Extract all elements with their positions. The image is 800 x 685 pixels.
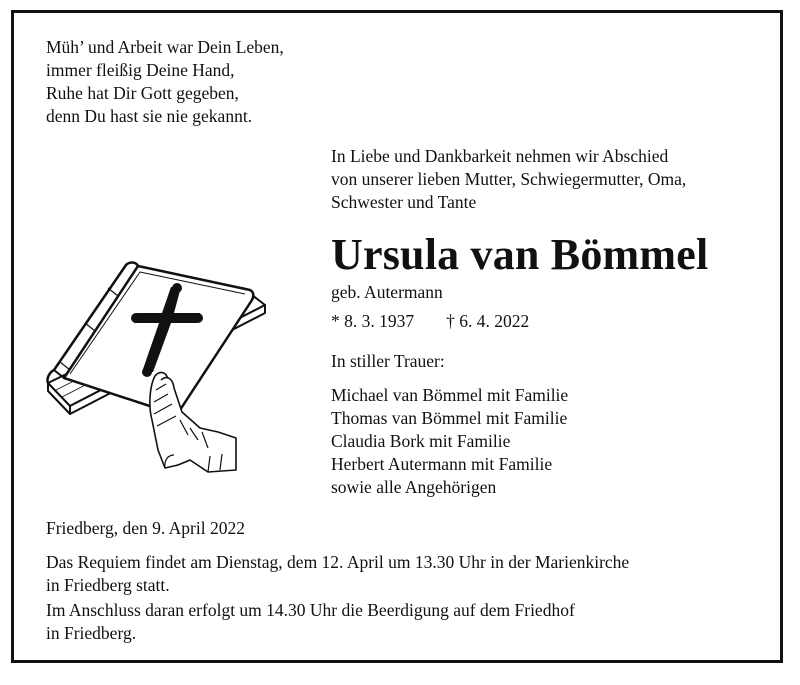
intro-line: Schwester und Tante	[331, 192, 477, 212]
burial-info	[46, 599, 575, 645]
intro-text	[331, 145, 686, 214]
service-info	[46, 551, 629, 597]
bible-illustration-icon	[40, 260, 270, 475]
mourning-label: In stiller Trauer:	[331, 351, 445, 371]
life-dates	[331, 310, 529, 333]
death-date: † 6. 4. 2022	[446, 311, 530, 331]
family-list	[331, 384, 568, 499]
intro-line: von unserer lieben Mutter, Schwiegermutter, Oma,	[331, 169, 687, 189]
burial-line: in Friedberg.	[46, 623, 137, 643]
family-member: Michael van Bömmel mit Familie	[331, 385, 569, 405]
poem-line: denn Du hast sie nie gekannt.	[46, 106, 253, 126]
birth-date: * 8. 3. 1937	[331, 311, 415, 331]
place-date: Friedberg, den 9. April 2022	[46, 518, 245, 538]
service-line: Das Requiem findet am Dienstag, dem 12. April um 13.30 Uhr in der Marienkirche	[46, 552, 630, 572]
family-member: Herbert Autermann mit Familie	[331, 454, 553, 474]
poem-line: Ruhe hat Dir Gott gegeben,	[46, 83, 239, 103]
poem-line: immer fleißig Deine Hand,	[46, 60, 235, 80]
deceased-name: Ursula van Bömmel	[331, 230, 709, 279]
intro-line: In Liebe und Dankbarkeit nehmen wir Abschied	[331, 146, 669, 166]
family-member: sowie alle Angehörigen	[331, 477, 497, 497]
family-member: Claudia Bork mit Familie	[331, 431, 511, 451]
service-line: in Friedberg statt.	[46, 575, 170, 595]
burial-line: Im Anschluss daran erfolgt um 14.30 Uhr die Beerdigung auf dem Friedhof	[46, 600, 575, 620]
family-member: Thomas van Bömmel mit Familie	[331, 408, 568, 428]
maiden-name: geb. Autermann	[331, 282, 443, 302]
poem-line: Müh’ und Arbeit war Dein Leben,	[46, 37, 284, 57]
poem	[46, 36, 284, 128]
